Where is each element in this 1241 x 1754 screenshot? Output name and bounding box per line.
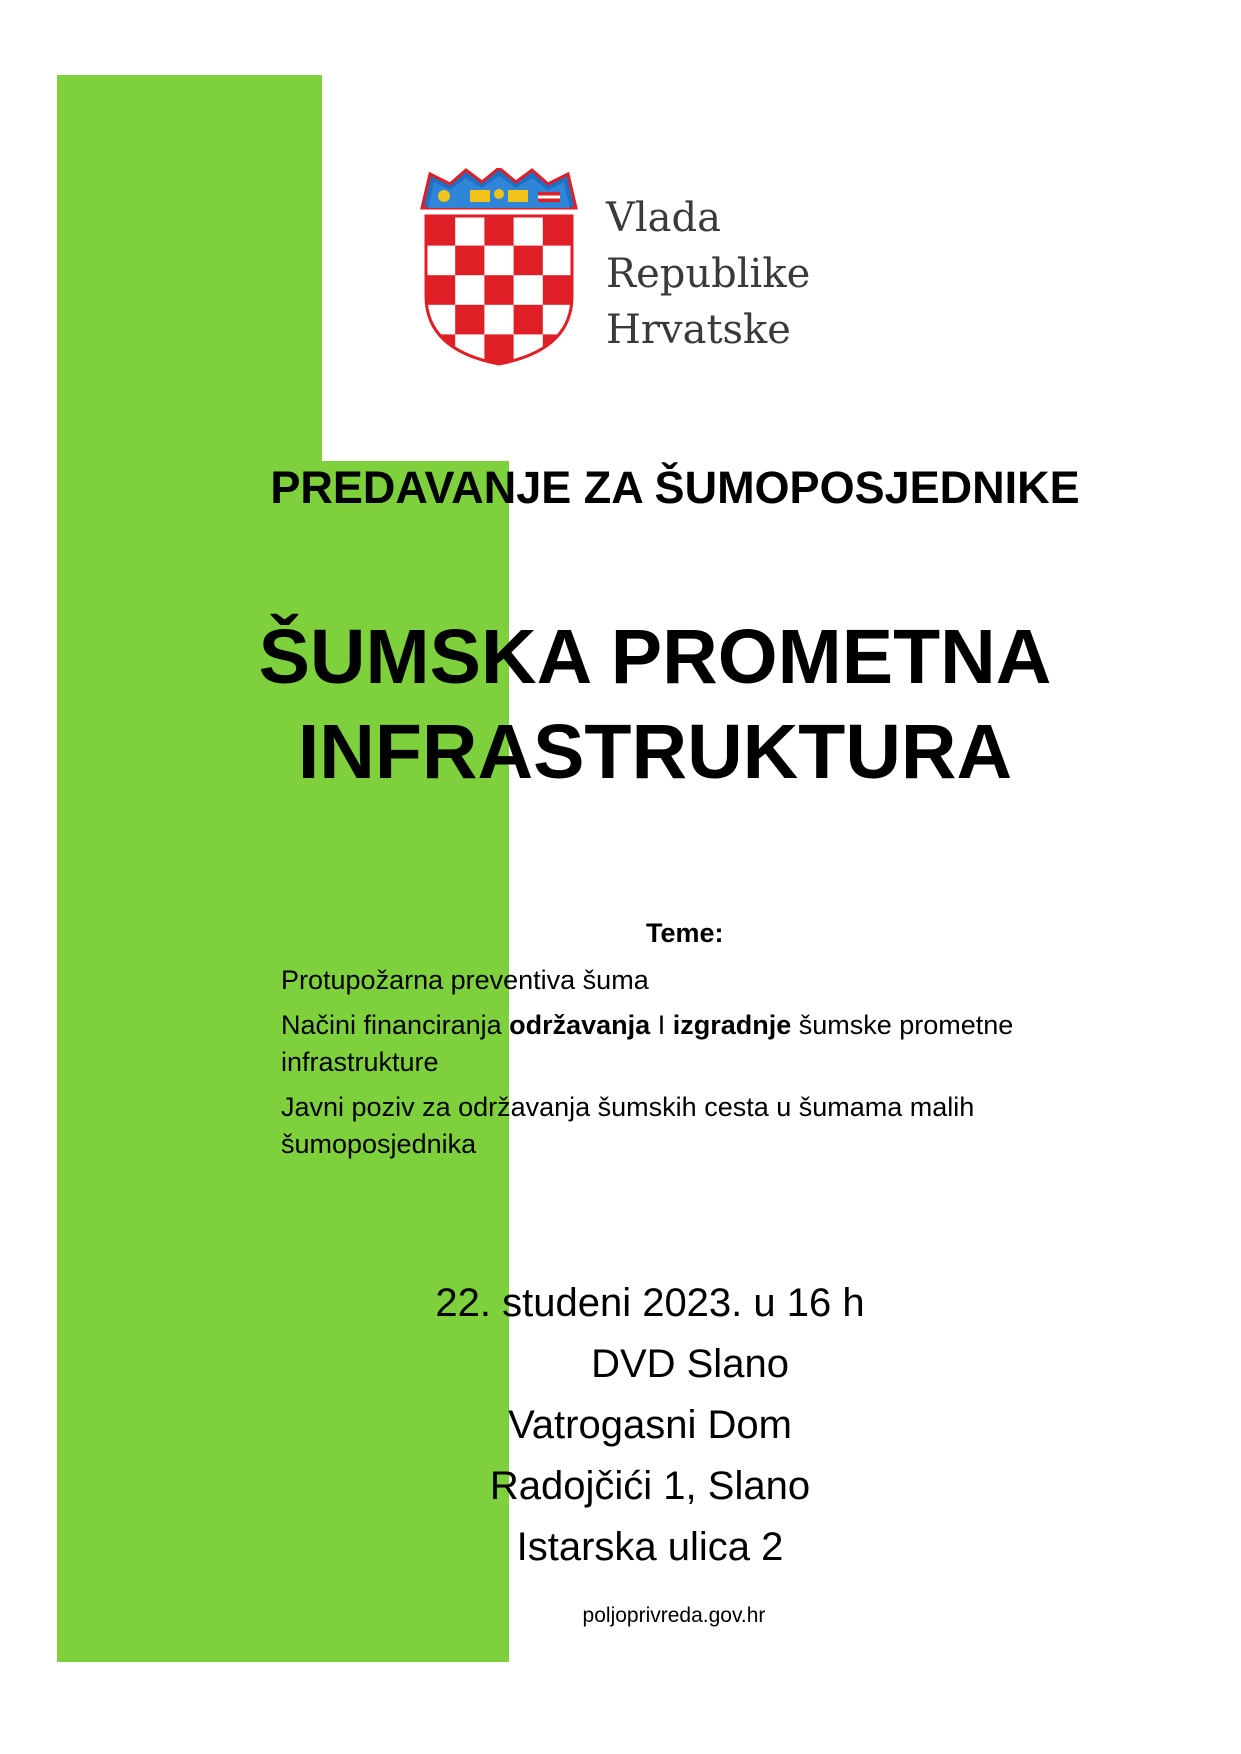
topic-item-3: Javni poziv za održavanja šumskih cesta u šumama malih šumoposjednika [281, 1092, 975, 1159]
green-panel-upper [57, 75, 322, 461]
poster-title-line-2: INFRASTRUKTURA [297, 709, 1013, 795]
poster-title-line-1: ŠUMSKA PROMETNA [258, 614, 1052, 700]
topic-item-1: Protupožarna preventiva šuma [281, 965, 649, 995]
crown [422, 168, 576, 208]
poster-title [0, 610, 1241, 800]
government-name-line-2: Republike [606, 251, 811, 297]
event-address: Radojčići 1, Slano [489, 1464, 811, 1508]
government-name-line-1: Vlada [606, 195, 721, 241]
event-date-time: 22. studeni 2023. u 16 h [435, 1281, 865, 1325]
topic-item-2-part-3: šumske prometne infrastrukture [281, 1010, 1014, 1077]
poster-subtitle: PREDAVANJE ZA ŠUMOPOSJEDNIKE [270, 462, 1080, 513]
event-venue: DVD Slano [591, 1342, 789, 1386]
topic-item-2-part-1: Načini financiranja [281, 1010, 510, 1040]
government-name-line-3: Hrvatske [606, 307, 791, 353]
event-street: Istarska ulica 2 [516, 1525, 784, 1569]
topics-heading: Teme: [646, 918, 724, 948]
coat-of-arms-icon [420, 168, 578, 366]
footer-website: poljoprivreda.gov.hr [582, 1604, 766, 1627]
topic-item-2 [281, 1007, 1131, 1081]
topics-list [281, 962, 1131, 1171]
topic-item-2-bold-2: izgradnje [672, 1010, 792, 1040]
government-name [606, 190, 810, 358]
checkerboard-shield [420, 212, 578, 366]
topic-item-2-part-2: I [650, 1010, 673, 1040]
topic-item-2-bold-1: održavanja [509, 1010, 651, 1040]
event-building: Vatrogasni Dom [508, 1403, 792, 1447]
